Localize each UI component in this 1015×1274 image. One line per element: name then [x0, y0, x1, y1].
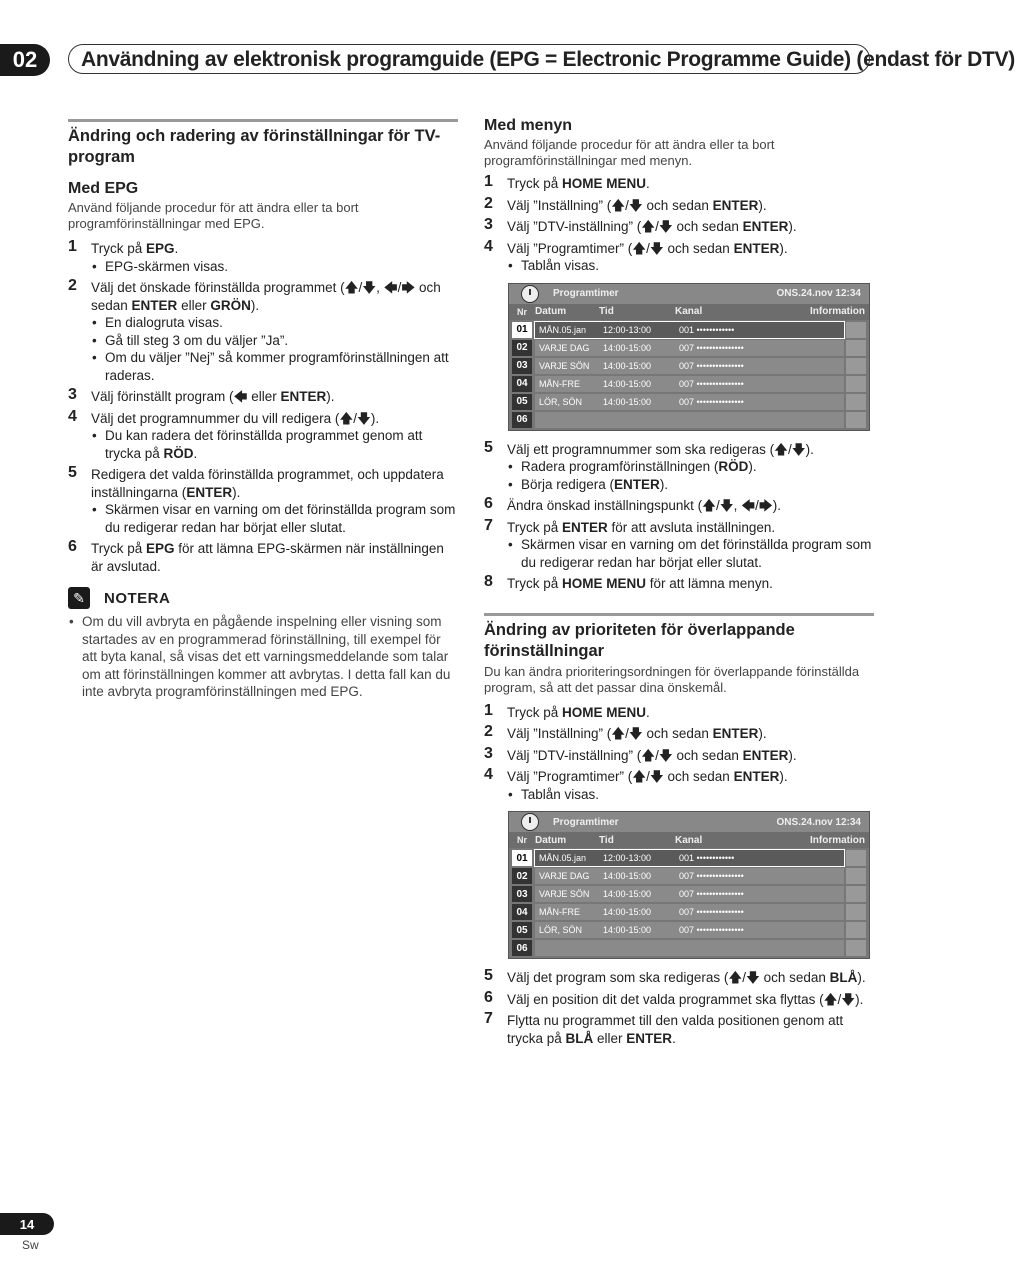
- step-text: Tryck på EPG för att lämna EPG-skärmen när inställningen är avslutad.: [91, 541, 444, 574]
- step-item: [484, 175, 874, 193]
- step-item: [484, 768, 874, 803]
- intro-text: Du kan ändra prioriteringsordningen för överlappande förinställda program, så att det passar dina önskemål.: [484, 663, 860, 695]
- left-column: [68, 119, 458, 701]
- row-datum: VARJE DAG: [539, 342, 590, 353]
- step-number: 5: [484, 438, 493, 456]
- step-subitem: • Börja redigera (ENTER).: [507, 476, 874, 494]
- row-kanal: 007 •••••••••••••••: [679, 925, 744, 935]
- col-kanal: Kanal: [675, 306, 703, 317]
- row-info-cell: [846, 322, 866, 338]
- step-text: Välj ett programnummer som ska redigeras (🡅/🡇).: [507, 441, 814, 457]
- step-item: [484, 725, 874, 743]
- row-info-cell: [846, 922, 866, 938]
- step-item: [484, 237, 874, 275]
- row-kanal: 007 •••••••••••••••: [679, 396, 744, 407]
- intro-text: Använd följande procedur för att ändra eller ta bort programförinställningar med EPG.: [68, 200, 359, 231]
- step-item: [484, 516, 874, 572]
- row-body: [535, 322, 844, 338]
- row-tid: 14:00-15:00: [603, 871, 652, 881]
- step-number: 4: [484, 766, 493, 783]
- step-number: 4: [68, 407, 77, 425]
- row-body: [535, 394, 844, 410]
- row-body: [535, 850, 844, 866]
- chapter-badge: 02: [0, 44, 50, 76]
- row-info-cell: [846, 358, 866, 374]
- step-text: Tryck på HOME MENU.: [507, 176, 650, 191]
- step-list: [68, 240, 458, 575]
- row-datum: VARJE DAG: [539, 871, 590, 881]
- step-number: 1: [484, 701, 493, 719]
- table-row[interactable]: [509, 340, 869, 356]
- page-title: Användning av elektronisk programguide (EPG = Electronic Programme Guide) (endast för DTV): [68, 44, 870, 74]
- table-row[interactable]: [509, 376, 869, 392]
- row-body: [535, 376, 844, 392]
- row-number: 06: [512, 940, 532, 956]
- step-text: Tryck på HOME MENU.: [507, 704, 650, 720]
- row-datum: MÅN-FRE: [539, 907, 580, 917]
- step-subitem: • Skärmen visar en varning om det förinställda program som du redigerar redan har börjat eller slutat.: [507, 536, 874, 571]
- step-item: [484, 701, 874, 722]
- row-datum: MÅN.05.jan: [539, 853, 587, 863]
- row-number: 01: [512, 850, 532, 866]
- step-text: Välj ”Programtimer” (🡅/🡇 och sedan ENTER).: [507, 240, 788, 256]
- row-tid: 14:00-15:00: [603, 342, 652, 353]
- table-row[interactable]: [509, 358, 869, 374]
- step-subitem: • Tablån visas.: [507, 257, 874, 275]
- row-body: [535, 412, 844, 428]
- step-subitem: • Gå till steg 3 om du väljer ”Ja”.: [91, 332, 458, 350]
- step-number: 3: [68, 386, 77, 403]
- step-number: 6: [484, 988, 493, 1006]
- row-tid: 14:00-15:00: [603, 907, 652, 917]
- step-subitem: • EPG-skärmen visas.: [91, 258, 458, 276]
- step-item: [68, 240, 458, 275]
- step-text: Redigera det valda förinställda programmet, och uppdatera inställningarna (ENTER).: [91, 467, 444, 500]
- row-kanal: 007 •••••••••••••••: [679, 871, 744, 881]
- step-list: [484, 969, 874, 1047]
- row-tid: 14:00-15:00: [603, 889, 652, 899]
- table-header: [509, 304, 869, 320]
- step-number: 5: [484, 967, 493, 984]
- row-kanal: 007 •••••••••••••••: [679, 889, 744, 899]
- program-timer-table: [508, 283, 870, 431]
- row-datum: LÖR, SÖN: [539, 925, 583, 935]
- step-text: Tryck på ENTER för att avsluta inställningen.: [507, 519, 776, 535]
- page-number: 14: [0, 1213, 54, 1235]
- step-item: [484, 744, 874, 765]
- row-number: 05: [512, 394, 532, 410]
- row-tid: 12:00-13:00: [603, 853, 652, 863]
- row-number: 06: [512, 412, 532, 428]
- row-kanal: 007 •••••••••••••••: [679, 360, 744, 371]
- section-rule: [484, 613, 874, 616]
- step-text: Välj förinställt program (🡄 eller ENTER).: [91, 389, 335, 404]
- table-row[interactable]: [509, 322, 869, 338]
- step-item: [68, 407, 458, 463]
- row-body: [535, 868, 844, 884]
- table-row[interactable]: [509, 904, 869, 920]
- step-item: [68, 466, 458, 536]
- row-kanal: 001 ••••••••••••: [679, 324, 735, 335]
- row-number: 02: [512, 868, 532, 884]
- row-tid: 14:00-15:00: [603, 360, 652, 371]
- step-subitem: • Om du väljer ”Nej” så kommer programförinställningen att raderas.: [91, 349, 458, 384]
- table-row[interactable]: [509, 940, 869, 956]
- step-item: [484, 218, 874, 236]
- row-datum: LÖR, SÖN: [539, 396, 583, 407]
- step-number: 4: [484, 237, 493, 255]
- pencil-icon: ✎: [68, 587, 90, 609]
- step-number: 6: [484, 495, 493, 512]
- note-label: NOTERA: [104, 589, 171, 607]
- col-tid: Tid: [599, 306, 614, 317]
- row-number: 03: [512, 358, 532, 374]
- step-number: 2: [484, 723, 493, 740]
- step-number: 7: [484, 516, 493, 534]
- row-info-cell: [846, 940, 866, 956]
- step-subitem: • Tablån visas.: [507, 786, 874, 804]
- row-datum: VARJE SÖN: [539, 889, 590, 899]
- table-title-bar: [509, 812, 869, 832]
- row-number: 04: [512, 376, 532, 392]
- step-number: 8: [484, 573, 493, 590]
- step-item: [484, 969, 874, 987]
- step-text: Välj det programnummer du vill redigera (🡅/🡇).: [91, 410, 380, 426]
- col-tid: Tid: [599, 834, 614, 846]
- row-kanal: 007 •••••••••••••••: [679, 378, 744, 389]
- step-text: Välj ”Programtimer” (🡅/🡇 och sedan ENTER).: [507, 769, 788, 784]
- subheading-epg: Med EPG: [68, 180, 139, 197]
- row-info-cell: [846, 868, 866, 884]
- step-subitem: • Skärmen visar en varning om det förinställda program som du redigerar redan har börjat eller slutat.: [91, 501, 458, 536]
- step-text: Tryck på HOME MENU för att lämna menyn.: [507, 576, 773, 591]
- row-number: 05: [512, 922, 532, 938]
- row-number: 01: [512, 322, 532, 338]
- table-title: Programtimer: [553, 288, 619, 299]
- table-row[interactable]: [509, 412, 869, 428]
- step-item: [68, 388, 458, 406]
- step-number: 2: [484, 194, 493, 212]
- col-datum: Datum: [535, 834, 567, 846]
- note-text: • Om du vill avbryta en pågående inspelning eller visning som startades av en programmerad förinställning, till exempel för att byta kanal, så visas det ett varningsmeddelande som talar om att förinställningen kommer att avbrytas. I detta fall kan du inte avbryta programförinställningen med EPG.: [68, 613, 458, 701]
- row-info-cell: [846, 850, 866, 866]
- step-subitem: • Du kan radera det förinställda programmet genom att trycka på RÖD.: [91, 427, 458, 462]
- section-rule: [68, 119, 458, 122]
- row-kanal: 007 •••••••••••••••: [679, 342, 744, 353]
- step-number: 1: [68, 238, 77, 255]
- row-tid: 12:00-13:00: [603, 324, 652, 335]
- language-code: Sw: [22, 1238, 39, 1252]
- step-text: Ändra önskad inställningspunkt (🡅/🡇, 🡄/🡆).: [507, 498, 782, 513]
- step-item: [484, 194, 874, 215]
- row-body: [535, 922, 844, 938]
- step-text: Välj det program som ska redigeras (🡅/🡇 och sedan BLÅ).: [507, 970, 866, 985]
- col-info: Information: [810, 834, 865, 846]
- row-tid: 14:00-15:00: [603, 396, 652, 407]
- row-body: [535, 886, 844, 902]
- table-row[interactable]: [509, 868, 869, 884]
- table-row[interactable]: [509, 394, 869, 410]
- row-datum: MÅN.05.jan: [539, 324, 587, 335]
- col-nr: Nr: [516, 835, 527, 845]
- row-body: [535, 340, 844, 356]
- step-item: [484, 497, 874, 515]
- step-number: 2: [68, 277, 77, 294]
- table-title-bar: [509, 284, 869, 304]
- row-info-cell: [846, 904, 866, 920]
- row-body: [535, 940, 844, 956]
- step-list: [484, 175, 874, 275]
- step-item: [484, 988, 874, 1009]
- intro-text: Använd följande procedur för att ändra eller ta bort programförinställningar med menyn.: [484, 137, 775, 168]
- step-text: Välj ”Inställning” (🡅/🡇 och sedan ENTER).: [507, 197, 767, 213]
- step-text: Välj ”DTV-inställning” (🡅/🡇 och sedan ENTER).: [507, 747, 797, 763]
- step-number: 1: [484, 173, 493, 190]
- step-item: [68, 540, 458, 575]
- row-number: 03: [512, 886, 532, 902]
- table-title: Programtimer: [553, 816, 619, 828]
- clock-icon: [521, 813, 539, 831]
- row-kanal: 001 ••••••••••••: [679, 853, 735, 863]
- step-text: Flytta nu programmet till den valda positionen genom att trycka på BLÅ eller ENTER.: [507, 1013, 844, 1046]
- step-number: 7: [484, 1010, 493, 1027]
- row-info-cell: [846, 376, 866, 392]
- row-info-cell: [846, 412, 866, 428]
- step-list: [484, 438, 874, 593]
- step-text: Tryck på EPG.: [91, 241, 179, 256]
- row-number: 04: [512, 904, 532, 920]
- row-kanal: 007 •••••••••••••••: [679, 907, 744, 917]
- table-date: ONS.24.nov 12:34: [776, 288, 861, 299]
- row-info-cell: [846, 394, 866, 410]
- table-row[interactable]: [509, 922, 869, 938]
- section-heading: Ändring och radering av förinställningar för TV-program: [68, 127, 441, 166]
- right-column: [484, 117, 874, 1047]
- step-list: [484, 701, 874, 804]
- step-text: Välj det önskade förinställda programmet (🡅/🡇, 🡄/🡆 och sedan ENTER eller GRÖN).: [91, 280, 441, 313]
- step-text: Välj en position dit det valda programmet ska flyttas (🡅/🡇).: [507, 991, 864, 1007]
- row-number: 02: [512, 340, 532, 356]
- row-info-cell: [846, 886, 866, 902]
- row-body: [535, 904, 844, 920]
- step-item: [68, 279, 458, 384]
- step-item: [484, 575, 874, 593]
- col-kanal: Kanal: [675, 834, 703, 846]
- table-date: ONS.24.nov 12:34: [776, 816, 861, 828]
- row-datum: MÅN-FRE: [539, 378, 580, 389]
- note-box: [68, 587, 458, 609]
- subheading-menu: Med menyn: [484, 117, 573, 134]
- step-item: [484, 438, 874, 494]
- table-row[interactable]: [509, 850, 869, 866]
- row-tid: 14:00-15:00: [603, 925, 652, 935]
- col-info: Information: [810, 306, 865, 317]
- step-number: 5: [68, 464, 77, 481]
- step-subitem: • Radera programförinställningen (RÖD).: [507, 458, 874, 476]
- program-timer-table: [508, 811, 870, 959]
- row-tid: 14:00-15:00: [603, 378, 652, 389]
- step-number: 6: [68, 538, 77, 555]
- section-heading: Ändring av prioriteten för överlappande förinställningar: [484, 620, 795, 660]
- col-nr: Nr: [516, 306, 527, 317]
- step-number: 3: [484, 744, 493, 762]
- row-info-cell: [846, 340, 866, 356]
- step-text: Välj ”DTV-inställning” (🡅/🡇 och sedan ENTER).: [507, 219, 797, 234]
- step-item: [484, 1012, 874, 1047]
- table-row[interactable]: [509, 886, 869, 902]
- row-datum: VARJE SÖN: [539, 360, 590, 371]
- step-subitem: • En dialogruta visas.: [91, 314, 458, 332]
- col-datum: Datum: [535, 306, 567, 317]
- step-number: 3: [484, 216, 493, 233]
- step-text: Välj ”Inställning” (🡅/🡇 och sedan ENTER).: [507, 726, 767, 741]
- clock-icon: [521, 285, 539, 303]
- row-body: [535, 358, 844, 374]
- table-header: [509, 832, 869, 848]
